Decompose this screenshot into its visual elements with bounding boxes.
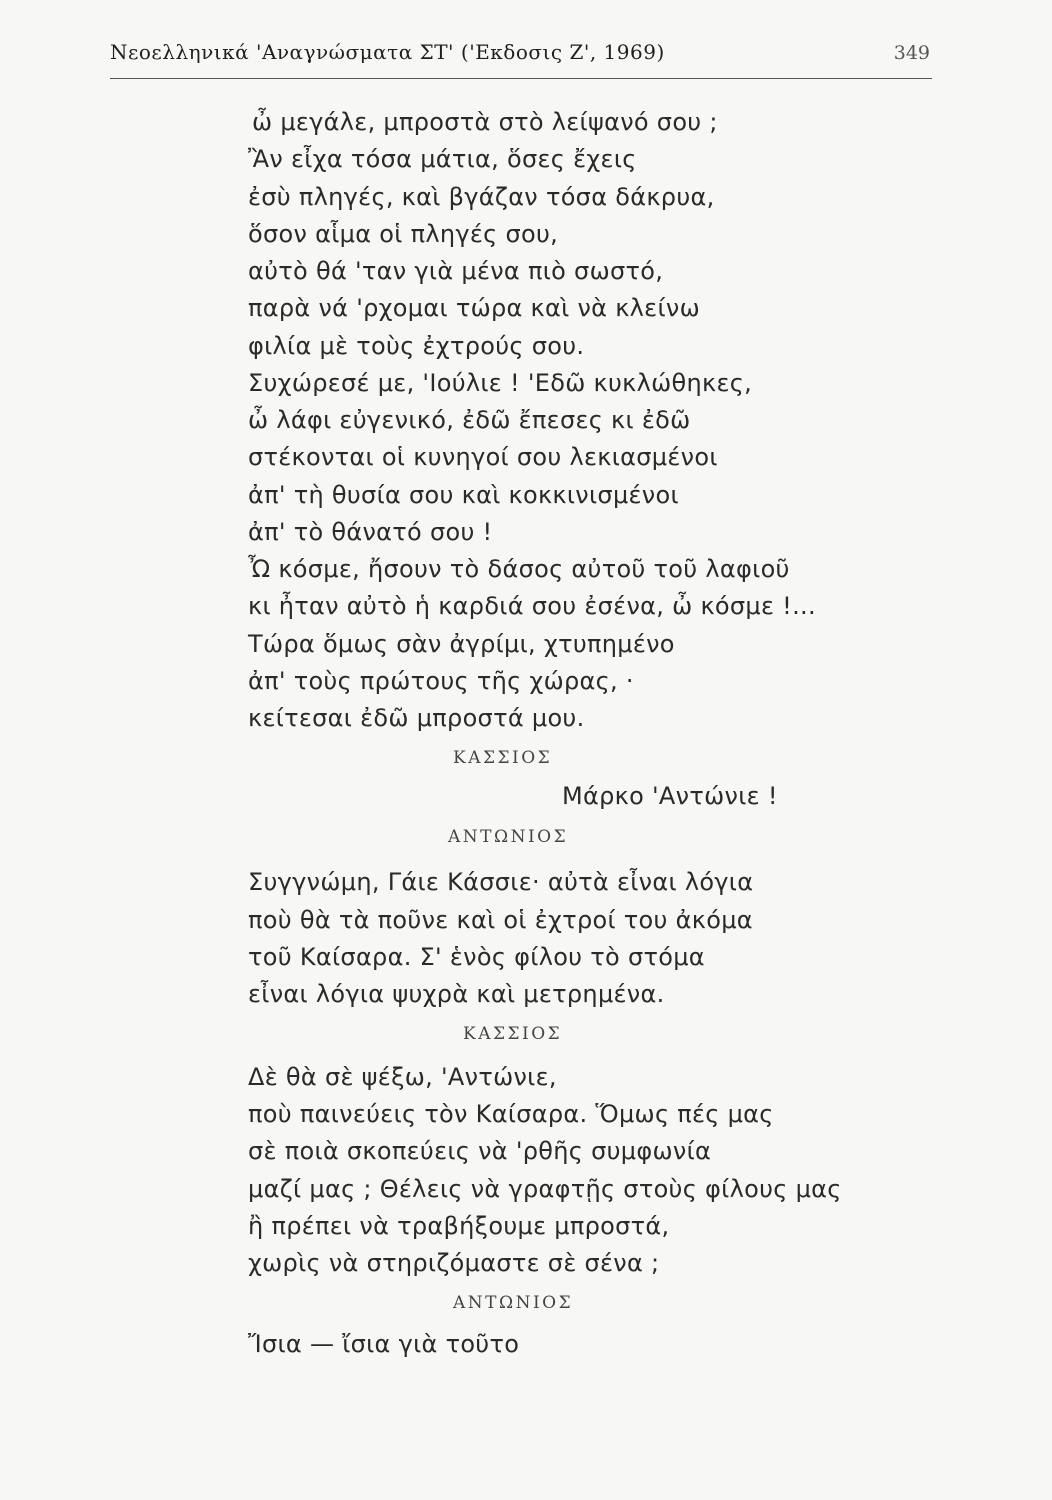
verse-line: Συχώρεσέ με, 'Ιούλιε ! 'Εδῶ κυκλώθηκες, <box>248 369 753 397</box>
verse-line: Τώρα ὅμως σὰν ἀγρίμι, χτυπημένο <box>248 630 675 658</box>
verse-line: Ὦ κόσμε, ἤσουν τὸ δάσος αὐτοῦ τοῦ λαφιοῦ <box>248 555 790 583</box>
running-title: Νεοελληνικά 'Αναγνώσματα ΣΤ' ('Εκδοσις Ζ', 1969) <box>110 40 665 64</box>
verse-line: ἀπ' τὸ θάνατό σου ! <box>248 518 493 546</box>
verse-line: στέκονται οἱ κυνηγοί σου λεκιασμένοι <box>248 443 718 471</box>
speaker-name: ΑΝΤΩΝΙΟΣ <box>448 827 569 847</box>
verse-line: ἐσὺ πληγές, καὶ βγάζαν τόσα δάκρυα, <box>248 183 715 211</box>
verse-line: ἢ πρέπει νὰ τραβήξουμε μπροστά, <box>248 1212 670 1240</box>
verse-line: Ἂν εἶχα τόσα μάτια, ὅσες ἔχεις <box>248 145 637 173</box>
verse-line: ἀπ' τὴ θυσία σου καὶ κοκκινισμένοι <box>248 481 679 509</box>
speaker-name: ΚΑΣΣΙΟΣ <box>453 748 553 768</box>
page-header <box>110 38 932 79</box>
verse-line: αὐτὸ θά 'ταν γιὰ μένα πιὸ σωστό, <box>248 257 664 285</box>
speaker-name: ΚΑΣΣΙΟΣ <box>463 1024 563 1044</box>
verse-line: Συγγνώμη, Γάιε Κάσσιε· αὐτὰ εἶναι λόγια <box>248 868 754 896</box>
verse-line: ποὺ παινεύεις τὸν Καίσαρα. Ὅμως πές μας <box>248 1100 774 1128</box>
verse-line: μαζί μας ; Θέλεις νὰ γραφτῇς στοὺς φίλους μας <box>248 1175 842 1203</box>
verse-line: τοῦ Καίσαρα. Σ' ἑνὸς φίλου τὸ στόμα <box>248 943 705 971</box>
speaker-name: ΑΝΤΩΝΙΟΣ <box>453 1293 574 1313</box>
verse-line: Μάρκο 'Αντώνιε ! <box>562 782 778 810</box>
verse-line: σὲ ποιὰ σκοπεύεις νὰ 'ρθῆς συμφωνία <box>248 1137 712 1165</box>
verse-line: ὦ λάφι εὐγενικό, ἐδῶ ἔπεσες κι ἐδῶ <box>248 406 691 434</box>
verse-line: χωρὶς νὰ στηριζόμαστε σὲ σένα ; <box>248 1249 660 1277</box>
verse-line: ποὺ θὰ τὰ ποῦνε καὶ οἱ ἐχτροί του ἀκόμα <box>248 906 753 934</box>
verse-line: ἀπ' τοὺς πρώτους τῆς χώρας, · <box>248 667 634 695</box>
page-number: 349 <box>893 42 930 64</box>
verse-line: ὅσον αἷμα οἱ πληγές σου, <box>248 220 559 248</box>
verse-line: φιλία μὲ τοὺς ἐχτρούς σου. <box>248 332 585 360</box>
verse-line: κείτεσαι ἐδῶ μπροστά μου. <box>248 704 585 732</box>
verse-line: Ἴσια — ἴσια γιὰ τοῦτο <box>248 1330 520 1358</box>
verse-line: κι ἦταν αὐτὸ ἡ καρδιά σου ἐσένα, ὦ κόσμε !... <box>248 592 816 620</box>
verse-line: Δὲ θὰ σὲ ψέξω, 'Αντώνιε, <box>248 1063 557 1091</box>
verse-line: ὦ μεγάλε, μπροστὰ στὸ λείψανό σου ; <box>252 108 718 136</box>
verse-line: παρὰ νά 'ρχομαι τώρα καὶ νὰ κλείνω <box>248 294 700 322</box>
verse-line: εἶναι λόγια ψυχρὰ καὶ μετρημένα. <box>248 980 665 1008</box>
